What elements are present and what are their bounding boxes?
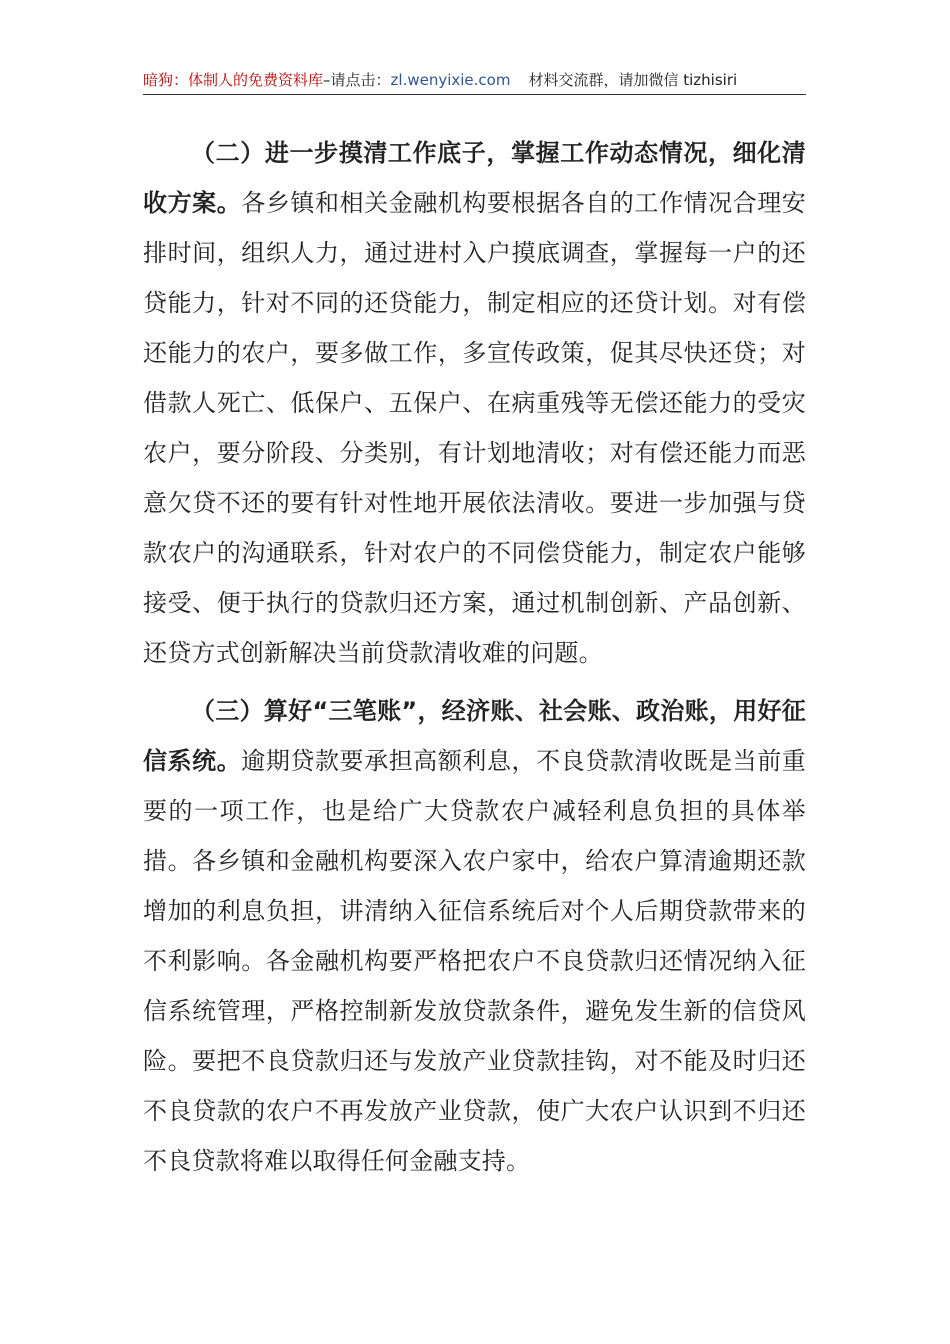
section-3-heading: （三）算好“三笔账”，经济账、社会账、政治账，用好征信系统。 — [143, 697, 806, 775]
header-url-link[interactable]: zl.wenyixie.com — [390, 71, 511, 89]
section-2-heading: （二）进一步摸清工作底子，掌握工作动态情况，细化清收方案。 — [143, 139, 806, 217]
page-header — [143, 66, 806, 95]
header-brand: 暗狗：体制人的免费资料库 — [143, 71, 324, 89]
section-2-body: 各乡镇和相关金融机构要根据各自的工作情况合理安排时间，组织人力，通过进村入户摸底调查，掌握每一户的还贷能力，针对不同的还贷能力，制定相应的还贷计划。对有偿还能力的农户，要多做工作，多宣传政策，促其尽快还贷；对借款人死亡、低保户、五保户、在病重残等无偿还能力的受灾农户，要分阶段、分类别，有计划地清收；对有偿还能力而恶意欠贷不还的要有针对性地开展依法清收。要进一步加强与贷款农户的沟通联系，针对农户的不同偿贷能力，制定农户能够接受、便于执行的贷款归还方案，通过机制创新、产品创新、还贷方式创新解决当前贷款清收难的问题。 — [143, 189, 806, 667]
section-2-paragraph — [143, 128, 806, 678]
header-note: 材料交流群，请加微信 tizhisiri — [528, 71, 738, 89]
section-3-body: 逾期贷款要承担高额利息，不良贷款清收既是当前重要的一项工作，也是给广大贷款农户减轻利息负担的具体举措。各乡镇和金融机构要深入农户家中，给农户算清逾期还款增加的利息负担，讲清纳入征信系统后对个人后期贷款带来的不利影响。各金融机构要严格把农户不良贷款归还情况纳入征信系统管理，严格控制新发放贷款条件，避免发生新的信贷风险。要把不良贷款归还与发放产业贷款挂钩，对不能及时归还不良贷款的农户不再发放产业贷款，使广大农户认识到不归还不良贷款将难以取得任何金融支持。 — [143, 747, 806, 1175]
section-3-paragraph — [143, 686, 806, 1186]
document-body — [143, 128, 806, 1194]
header-prompt: –请点击： — [323, 71, 391, 89]
